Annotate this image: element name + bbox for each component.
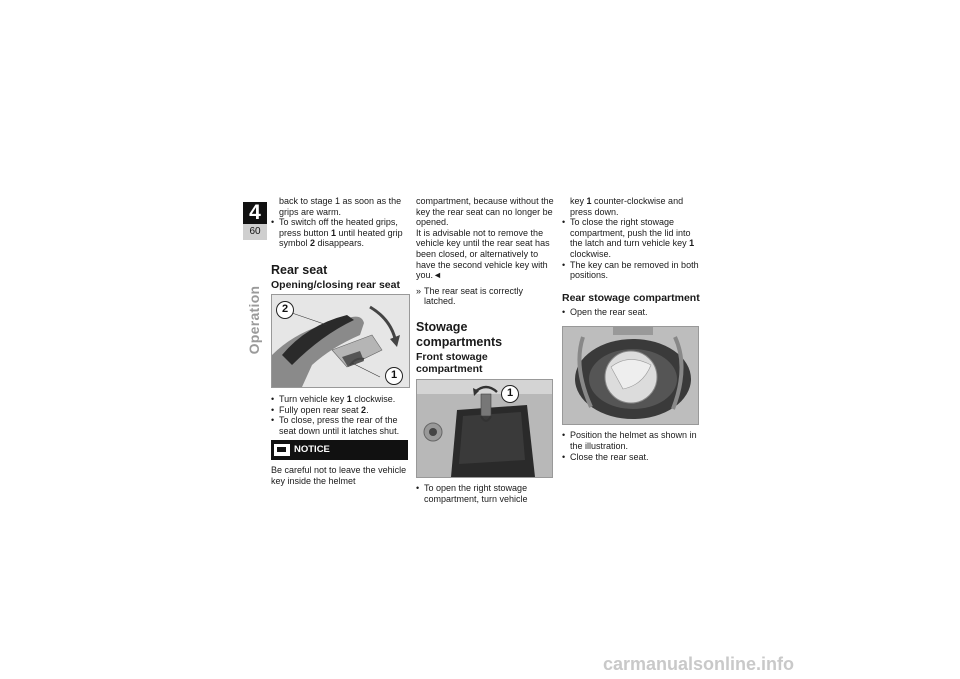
list-item: • Turn vehicle key 1 clockwise. bbox=[271, 394, 411, 405]
list-item: • Position the helmet as shown in the illustration. bbox=[562, 430, 702, 451]
list-item: • To close the right stowage compartment, push the lid into the latch and turn vehicle key 1 clockwise. bbox=[562, 217, 702, 259]
list-item: • To close, press the rear of the seat down until it latches shut. bbox=[271, 415, 411, 436]
column-1 bbox=[271, 196, 411, 487]
ref-number: 2 bbox=[361, 404, 367, 415]
heading-stowage-compartments: Stowage compartments bbox=[416, 319, 503, 349]
notice-banner bbox=[271, 440, 408, 460]
callout-1: 1 bbox=[385, 367, 403, 385]
step-list bbox=[562, 307, 702, 318]
step-list bbox=[271, 394, 411, 436]
result-item: » The rear seat is correctly latched. bbox=[416, 286, 556, 307]
paragraph: It is advisable not to remove the vehicle key until the rear seat has been closed, or alternatively to have the second vehicle key with you.◄ bbox=[416, 227, 550, 281]
list-item: • Fully open rear seat 2. bbox=[271, 405, 411, 416]
continued-text: key 1 counter-clockwise and press down. bbox=[570, 196, 684, 217]
continued-text: back to stage 1 as soon as the grips are warm. bbox=[279, 196, 402, 217]
list-item: • Close the rear seat. bbox=[562, 452, 702, 463]
continued-text: compartment, because without the key the rear seat can no longer be opened. bbox=[416, 196, 554, 228]
column-2 bbox=[416, 196, 556, 504]
step-list bbox=[416, 483, 556, 504]
list-item: • The key can be removed in both positions. bbox=[562, 260, 702, 281]
step-list bbox=[562, 430, 702, 462]
section-label-text: Operation bbox=[246, 285, 262, 355]
section-label bbox=[234, 283, 274, 357]
list-item: • To open the right stowage compartment, turn vehicle bbox=[416, 483, 556, 504]
front-stowage-illustration bbox=[416, 379, 553, 478]
notice-label: NOTICE bbox=[294, 444, 330, 456]
list-item: • Open the rear seat. bbox=[562, 307, 702, 318]
heading-opening-closing: Opening/closing rear seat bbox=[271, 278, 400, 291]
ref-number: 1 bbox=[586, 196, 592, 206]
bullet-list bbox=[271, 217, 411, 249]
callout-2: 2 bbox=[276, 301, 294, 319]
hand-pointer-icon bbox=[274, 444, 290, 456]
rear-stowage-illustration bbox=[562, 326, 699, 425]
end-mark: ◄ bbox=[433, 270, 442, 281]
ref-number: 1 bbox=[331, 227, 337, 238]
list-item: • To switch off the heated grips, press button 1 until heated grip symbol 2 disappears. bbox=[271, 217, 411, 249]
ref-number: 2 bbox=[310, 238, 316, 249]
ref-number: 1 bbox=[346, 393, 352, 404]
heading-rear-stowage: Rear stowage compartment bbox=[562, 291, 700, 304]
callout-1: 1 bbox=[501, 385, 519, 403]
heading-rear-seat: Rear seat bbox=[271, 262, 328, 277]
chapter-number: 4 bbox=[243, 202, 267, 224]
heading-front-stowage: Front stowage compartment bbox=[416, 350, 488, 375]
result-list bbox=[416, 286, 556, 307]
step-list bbox=[562, 217, 702, 281]
notice-text: Be careful not to leave the vehicle key inside the helmet bbox=[271, 465, 407, 486]
rear-seat-illustration bbox=[271, 294, 410, 388]
column-3 bbox=[562, 196, 702, 462]
page-number: 60 bbox=[243, 224, 267, 240]
watermark: carmanualsonline.info bbox=[603, 654, 795, 674]
ref-number: 1 bbox=[689, 238, 695, 249]
